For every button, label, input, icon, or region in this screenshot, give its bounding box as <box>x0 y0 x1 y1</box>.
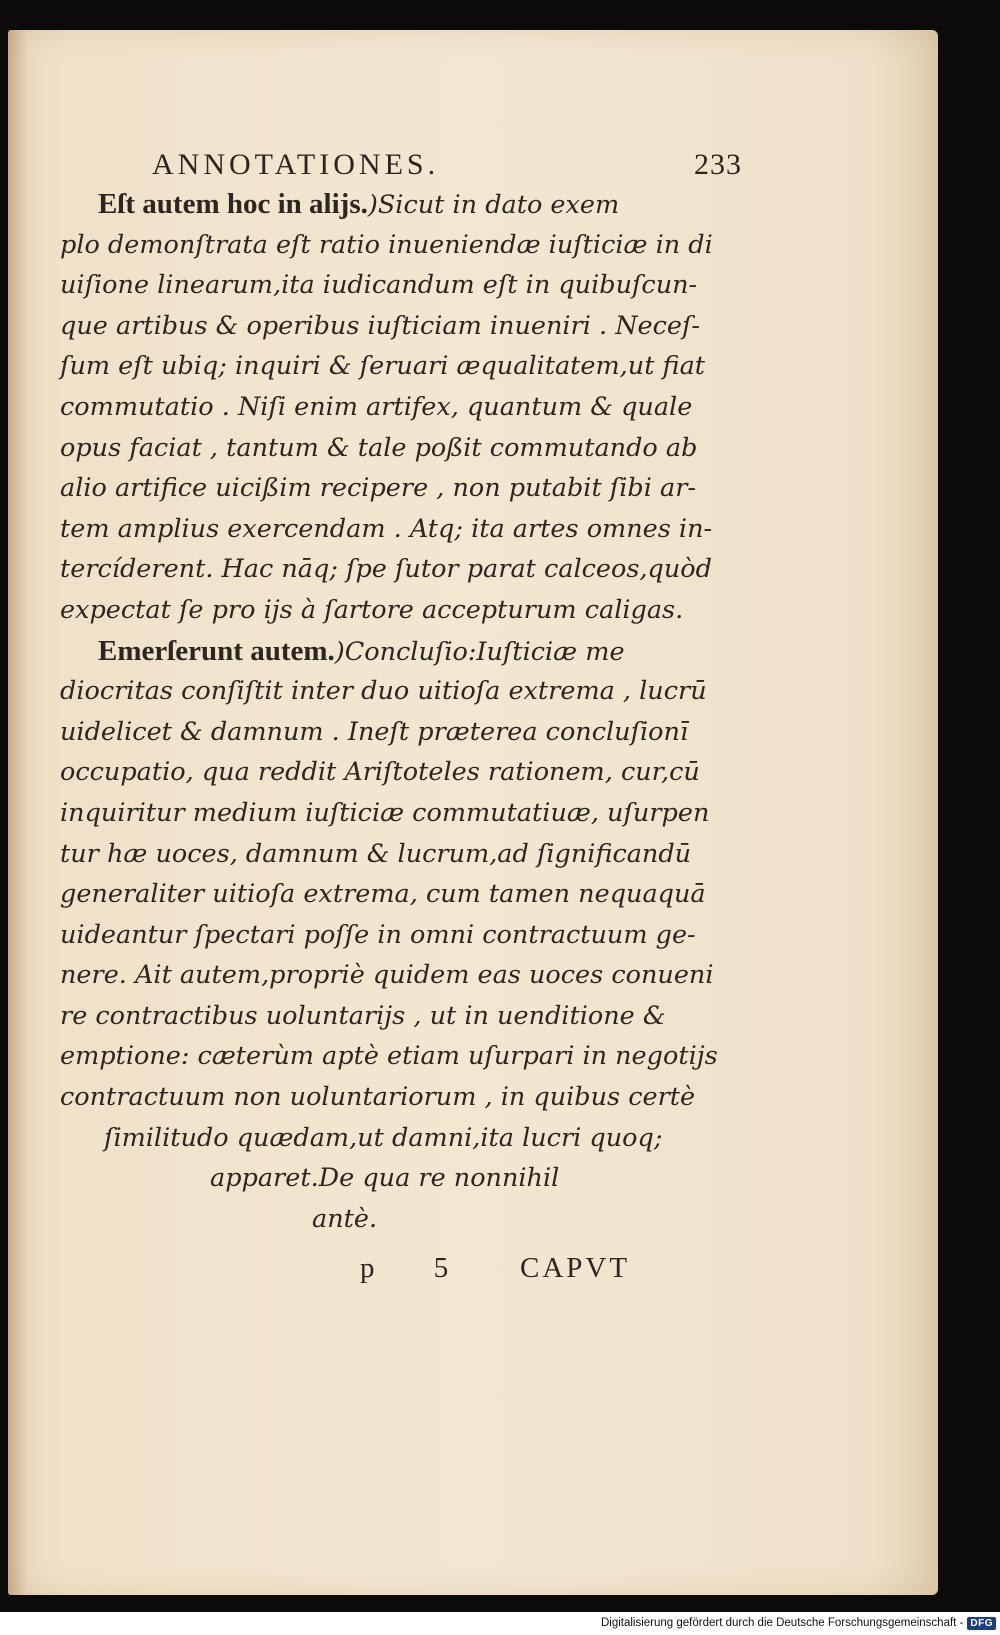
credit-text: Digitalisierung gefördert durch die Deutsche Forschungsgemeinschaft - <box>600 1617 964 1629</box>
running-head-title: ANNOTATIONES. <box>152 148 440 181</box>
text-line: nere. Ait autem,propriè quidem eas uoces conueni <box>60 960 714 991</box>
text-line: antè. <box>312 1203 378 1234</box>
text-line: tur hæ uoces, damnum & lucrum,ad ſignificandū <box>60 838 692 869</box>
text-block <box>60 148 740 1293</box>
running-head <box>152 148 742 182</box>
paragraph-1 <box>60 184 740 631</box>
text-line: commutatio . Niſi enim artifex, quantum & quale <box>60 391 693 422</box>
page-footer <box>60 1243 740 1293</box>
text-line: tem amplius exercendam . Atq; ita artes omnes in- <box>60 513 713 544</box>
text-line: generaliter uitioſa extrema, cum tamen nequaquā <box>60 879 706 910</box>
text-line: tercíderent. Hac nāq; ſpe ſutor parat calceos,quòd <box>60 554 712 585</box>
text-line <box>60 631 740 672</box>
digitization-credit <box>601 1614 996 1632</box>
text-line: ſum eſt ubiq; inquiri & ſeruari æqualitatem,ut fiat <box>60 351 706 382</box>
text-line: alio artifice uicißim recipere , non putabit ſibi ar- <box>60 473 696 504</box>
page-number: 233 <box>694 148 742 181</box>
text-line: apparet.De qua re nonnihil <box>210 1163 560 1194</box>
text-line: expectat ſe pro iјs à ſartore accepturum caligas. <box>60 594 684 625</box>
dfg-logo-icon: DFG <box>967 1617 996 1630</box>
line-text: )Sicut in dato exem <box>367 190 620 220</box>
line-text: )Concluſio:Iuſticiæ me <box>334 636 625 667</box>
text-line: inquiritur medium iuſticiæ commutatiuæ, uſurpen <box>60 797 710 828</box>
text-line: uideantur ſpectari poſſe in omni contractuum ge- <box>60 919 696 950</box>
text-line: uidelicet & damnum . Ineſt præterea concluſionī <box>60 716 689 747</box>
page-spine-shadow <box>8 30 28 1595</box>
text-line: opus faciat , tantum & tale poßit commutando ab <box>60 432 698 463</box>
book-page <box>8 30 938 1595</box>
text-line <box>60 184 740 225</box>
lemma-heading: Eſt autem hoc in alijs. <box>98 188 368 220</box>
text-line: uiſione linearum,ita iudicandum eſt in quibuſcun- <box>60 270 698 301</box>
text-line: que artibus & operibus iuſticiam inueniri . Neceſ- <box>60 310 701 341</box>
lemma-heading: Emerſerunt autem. <box>98 634 335 667</box>
paragraph-2 <box>60 631 740 1240</box>
text-line: contractuum non uoluntariorum , in quibus certè <box>60 1082 696 1113</box>
text-line: emptione: cæterùm aptè etiam uſurpari in negotijs <box>60 1041 718 1072</box>
text-line: ſimilitudo quædam,ut damni,ita lucri quoq; <box>104 1122 663 1153</box>
catchword: CAPVT <box>520 1252 631 1285</box>
text-line: plo demonſtrata eſt ratio inueniendæ iuſticiæ in di <box>60 229 713 260</box>
text-line: diocritas conſiſtit inter duo uitioſa extrema , lucrū <box>60 676 707 707</box>
text-line: occupatio, qua reddit Ariſtoteles rationem, cur,cū <box>60 757 700 788</box>
text-line: re contractibus uoluntarijs , ut in uenditione & <box>60 1000 666 1031</box>
signature-mark: p 5 <box>360 1252 475 1285</box>
